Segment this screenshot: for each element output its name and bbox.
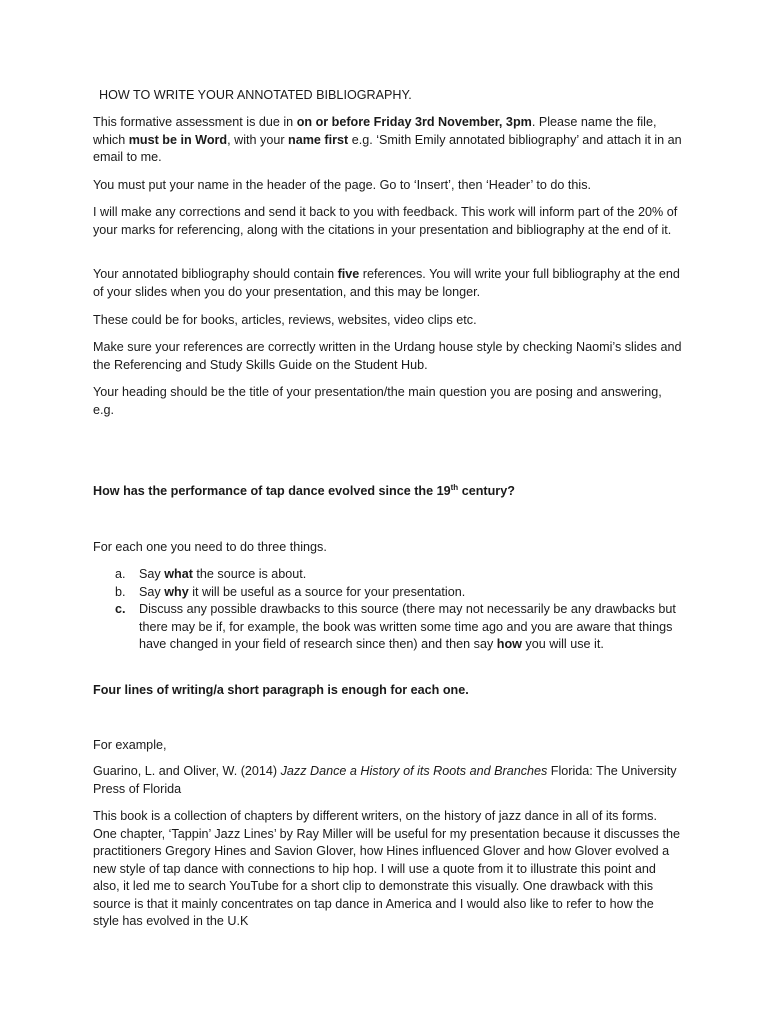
list-marker: c. — [115, 602, 126, 616]
list-marker: b. — [115, 584, 126, 599]
text-run: references. You will write your full bibliography at the end of your slides when you do your presentation, and this may be longer. — [93, 267, 680, 299]
text-run: you will use it. — [521, 637, 604, 651]
text-run: Say — [139, 567, 165, 581]
paragraph-house-style: Make sure your references are correctly written in the Urdang house style by checking Naomi’s slides and the Referencing and Study Skills Guide on the Student Hub. — [93, 340, 682, 372]
citation-title: Jazz Dance a History of its Roots and Branches — [280, 764, 548, 778]
bold-run: five — [337, 267, 360, 281]
bold-run: must be in Word — [128, 132, 228, 147]
citation — [93, 763, 683, 798]
bold-run: name first — [288, 132, 349, 147]
text-run: Discuss any possible drawbacks to this source (there may not necessarily be any drawbacks but there may be if, for example, the book was written some time ago and you are aware that things have changed in your field of research since then) and then say — [139, 602, 676, 651]
paragraph-three-things: For each one you need to do three things. — [93, 540, 327, 554]
text-run: Your annotated bibliography should contain — [93, 267, 338, 281]
list-item — [93, 601, 683, 654]
text-run: , with your — [227, 132, 289, 147]
paragraph-annotation-example: This book is a collection of chapters by different writers, on the history of jazz dance in all of its forms. One chapter, ‘Tappin’ Jazz Lines’ by Ray Miller will be useful for my presentation because it discusses the practitioners Gregory Hines and Savion Glover, how Hines influenced Glover and how Glover evolved a new style of tap dance with connections to hip hop. I will use a quote from it to illustrate this point and also, it led me to search YouTube for a short clip to demonstrate this visually. One drawback with this source is that it mainly concentrates on tap dance in America and I would also like to refer to how the style has evolved in the U.K — [93, 809, 681, 928]
instruction-list — [93, 566, 683, 654]
paragraph-due-date — [93, 114, 683, 167]
paragraph-length-note: Four lines of writing/a short paragraph is enough for each one. — [93, 683, 469, 697]
paragraph-corrections: I will make any corrections and send it back to you with feedback. This work will inform part of the 20% of your marks for referencing, along with the citations in your presentation and bibliography at the end of it. — [93, 205, 678, 237]
text-run: Guarino, L. and Oliver, W. (2014) — [93, 764, 281, 778]
list-item — [93, 566, 683, 584]
text-run: e.g. ‘Smith Emily annotated bibliography’ and attach it in an email to me. — [93, 132, 682, 164]
paragraph-for-example: For example, — [93, 738, 167, 752]
text-run: century? — [458, 484, 515, 498]
paragraph-heading-guidance: Your heading should be the title of your presentation/the main question you are posing and answering, e.g. — [93, 385, 662, 417]
example-question — [93, 483, 683, 501]
list-item — [93, 584, 683, 602]
paragraph-source-types: These could be for books, articles, reviews, websites, video clips etc. — [93, 313, 477, 327]
text-run: Florida: The University Press of Florida — [93, 764, 677, 796]
paragraph-five-references — [93, 266, 683, 301]
paragraph-header-instructions: You must put your name in the header of the page. Go to ‘Insert’, then ‘Header’ to do this. — [93, 178, 591, 192]
list-marker: a. — [115, 567, 126, 581]
text-run: the source is about. — [192, 567, 307, 581]
text-run: This formative assessment is due in — [93, 115, 297, 129]
superscript: th — [450, 482, 459, 492]
bold-run: on or before Friday 3rd November, 3pm — [296, 115, 532, 129]
text-run: . Please name the file, which — [93, 115, 657, 147]
text-run: How has the performance of tap dance evolved since the 19 — [93, 484, 451, 498]
bold-run: why — [164, 584, 189, 599]
bold-run: how — [496, 637, 522, 651]
text-run: it will be useful as a source for your presentation. — [188, 584, 466, 599]
document-title: HOW TO WRITE YOUR ANNOTATED BIBLIOGRAPHY. — [99, 88, 412, 102]
bold-run: what — [164, 567, 193, 581]
text-run: Say — [139, 584, 165, 599]
